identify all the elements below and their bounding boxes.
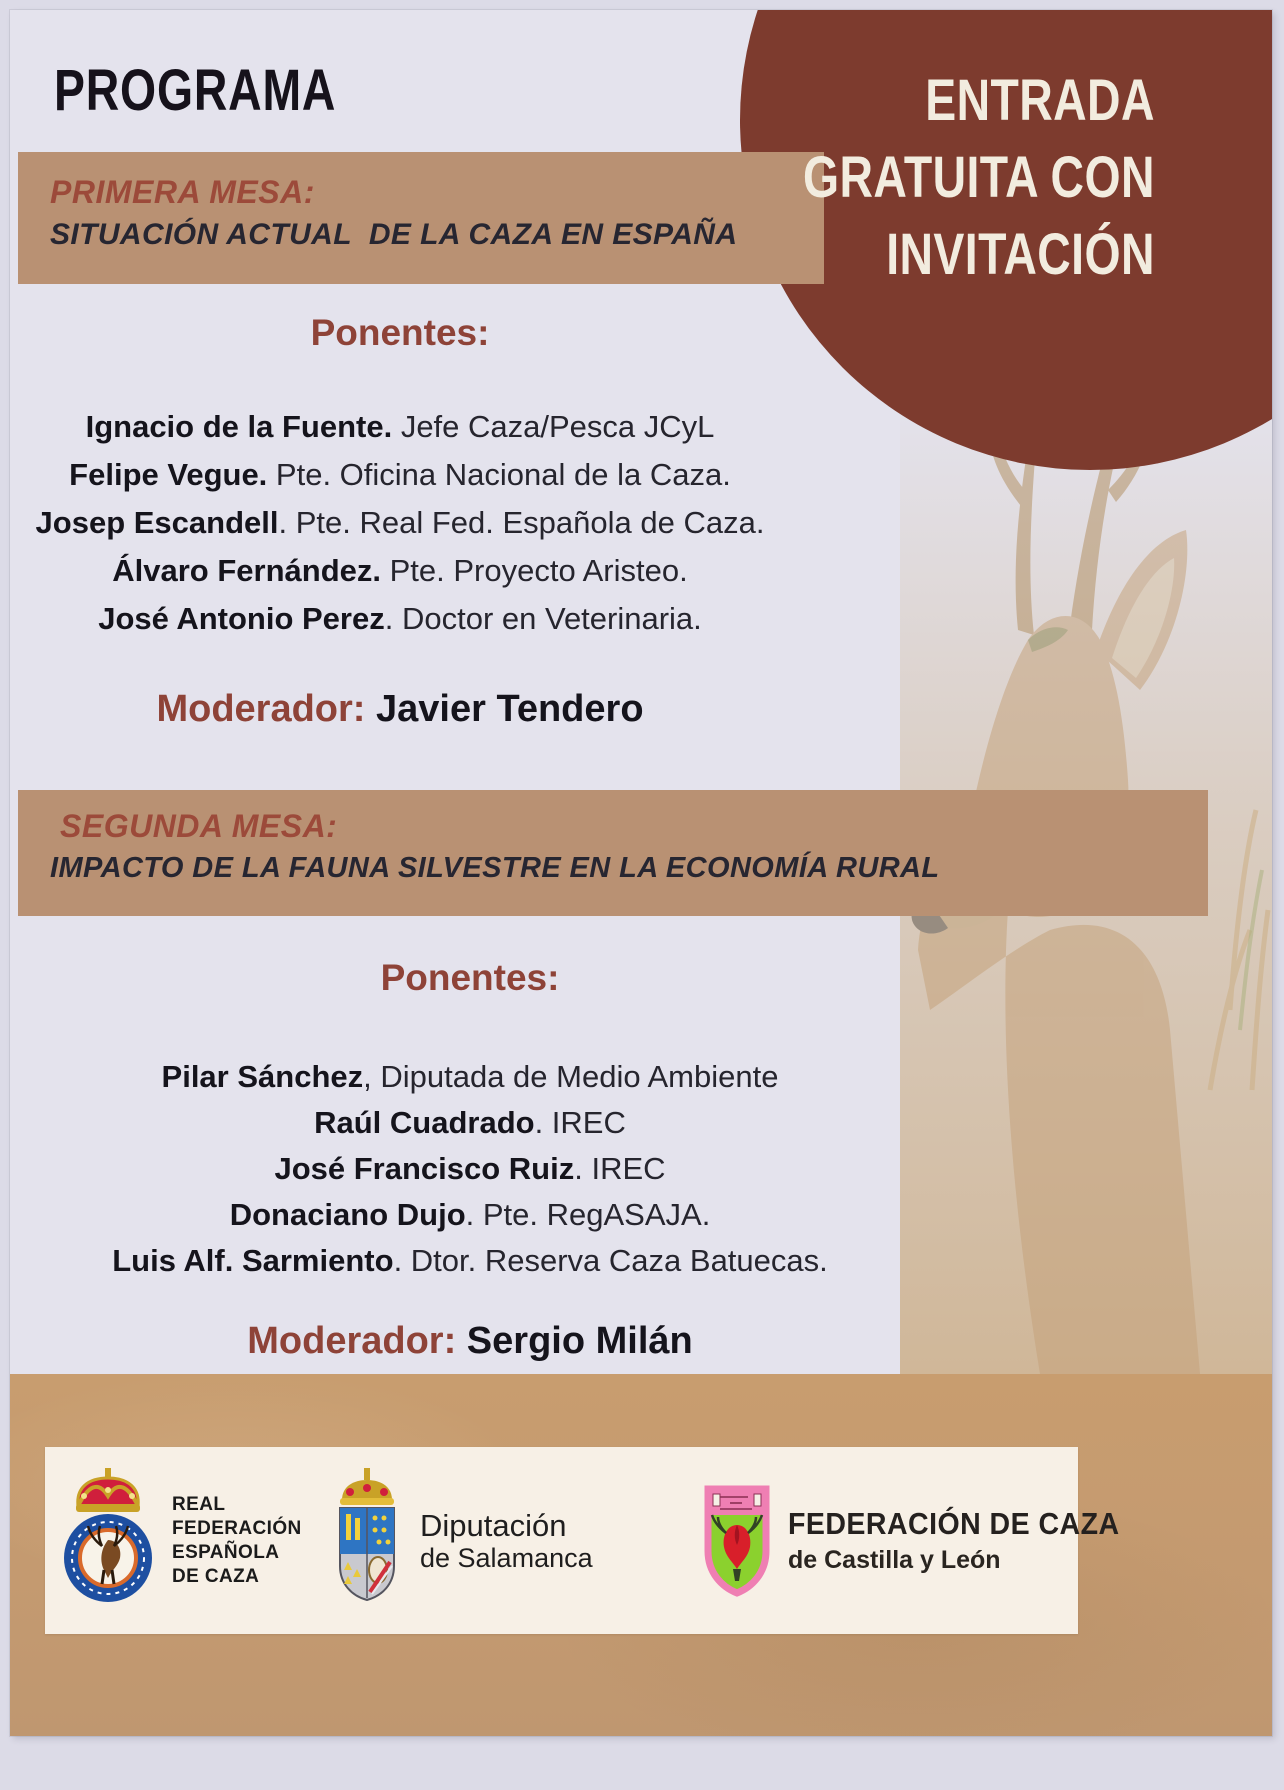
event-program-poster xyxy=(10,10,1272,1736)
rfec-label-line: ESPAÑOLA xyxy=(172,1541,280,1563)
mesa1-speaker-list xyxy=(10,403,790,643)
speaker-role: . Doctor en Veterinaria. xyxy=(384,601,702,636)
speaker-role: . IREC xyxy=(534,1105,626,1140)
speaker-item xyxy=(10,403,790,451)
mesa1-banner xyxy=(18,152,824,284)
speaker-item xyxy=(10,1054,930,1100)
entry-badge-line-1: ENTRADA xyxy=(925,68,1155,133)
fedcaza-label-line: de Castilla y León xyxy=(788,1546,1001,1574)
moderator-label: Moderador: xyxy=(247,1320,457,1362)
sponsor-rfec xyxy=(58,1447,302,1634)
speaker-name: José Antonio Perez xyxy=(98,601,385,636)
speaker-name: José Francisco Ruiz xyxy=(274,1151,575,1186)
mesa1-moderator xyxy=(10,688,790,731)
speaker-name: Pilar Sánchez xyxy=(161,1059,364,1094)
rfec-label xyxy=(172,1493,302,1589)
entry-badge-line-3: INVITACIÓN xyxy=(886,222,1155,287)
mesa2-title: IMPACTO DE LA FAUNA SILVESTRE EN LA ECONOMÍA RURAL xyxy=(50,852,940,884)
mesa2-kicker: SEGUNDA MESA: xyxy=(60,808,338,844)
speaker-role: . Dtor. Reserva Caza Batuecas. xyxy=(393,1243,828,1278)
sponsor-fedcaza-cyl xyxy=(700,1447,1148,1634)
speaker-name: Ignacio de la Fuente. xyxy=(85,409,393,444)
speaker-item xyxy=(10,499,790,547)
moderator-name: Sergio Milán xyxy=(456,1320,693,1362)
fedcaza-cyl-shield-icon xyxy=(700,1481,774,1601)
speaker-name: Josep Escandell xyxy=(35,505,279,540)
sponsor-logo-bar xyxy=(45,1447,1120,1634)
fedcaza-label-line: FEDERACIÓN DE CAZA xyxy=(788,1506,1120,1541)
moderator-label: Moderador: xyxy=(156,688,366,730)
rfec-label-line: DE CAZA xyxy=(172,1565,260,1587)
speaker-item xyxy=(10,1192,930,1238)
speaker-name: Álvaro Fernández. xyxy=(112,553,382,588)
speaker-role: . Pte. RegASAJA. xyxy=(465,1197,711,1232)
entry-badge-line-2: GRATUITA CON xyxy=(803,145,1155,210)
footer-sand-band xyxy=(10,1374,1272,1736)
fedcaza-cyl-label xyxy=(788,1506,1148,1575)
salamanca-shield-icon xyxy=(328,1466,406,1616)
speaker-item xyxy=(10,547,790,595)
sponsor-diputacion-salamanca xyxy=(328,1447,593,1634)
mesa1-title: SITUACIÓN ACTUAL DE LA CAZA EN ESPAÑA xyxy=(50,218,738,251)
mesa2-ponentes-heading: Ponentes: xyxy=(380,957,560,998)
speaker-role: Jefe Caza/Pesca JCyL xyxy=(392,409,715,444)
mesa2-speaker-list xyxy=(10,1054,930,1284)
speaker-item xyxy=(10,451,790,499)
speaker-name: Felipe Vegue. xyxy=(69,457,268,492)
diputacion-label-line: de Salamanca xyxy=(420,1542,593,1573)
speaker-role: Pte. Proyecto Aristeo. xyxy=(381,553,688,588)
speaker-name: Donaciano Dujo xyxy=(229,1197,466,1232)
rfec-crest-icon xyxy=(58,1466,158,1616)
speaker-name: Luis Alf. Sarmiento xyxy=(112,1243,394,1278)
mesa1-ponentes-heading: Ponentes: xyxy=(310,312,490,353)
speaker-role: . IREC xyxy=(574,1151,666,1186)
speaker-role: Pte. Oficina Nacional de la Caza. xyxy=(267,457,731,492)
speaker-name: Raúl Cuadrado xyxy=(314,1105,535,1140)
rfec-label-line: FEDERACIÓN xyxy=(172,1517,302,1539)
mesa2-moderator xyxy=(10,1320,930,1363)
speaker-item xyxy=(10,1146,930,1192)
mesa2-banner xyxy=(18,790,1208,916)
mesa1-kicker: PRIMERA MESA: xyxy=(50,174,315,210)
speaker-item xyxy=(10,1238,930,1284)
diputacion-label xyxy=(420,1509,593,1573)
speaker-item xyxy=(10,1100,930,1146)
rfec-label-line: REAL xyxy=(172,1493,226,1515)
page-title: PROGRAMA xyxy=(54,58,337,123)
speaker-item xyxy=(10,595,790,643)
moderator-name: Javier Tendero xyxy=(365,688,644,730)
speaker-role: , Diputada de Medio Ambiente xyxy=(363,1059,779,1094)
speaker-role: . Pte. Real Fed. Española de Caza. xyxy=(278,505,765,540)
entry-badge-text xyxy=(803,62,1155,293)
diputacion-label-line: Diputación xyxy=(420,1507,567,1543)
